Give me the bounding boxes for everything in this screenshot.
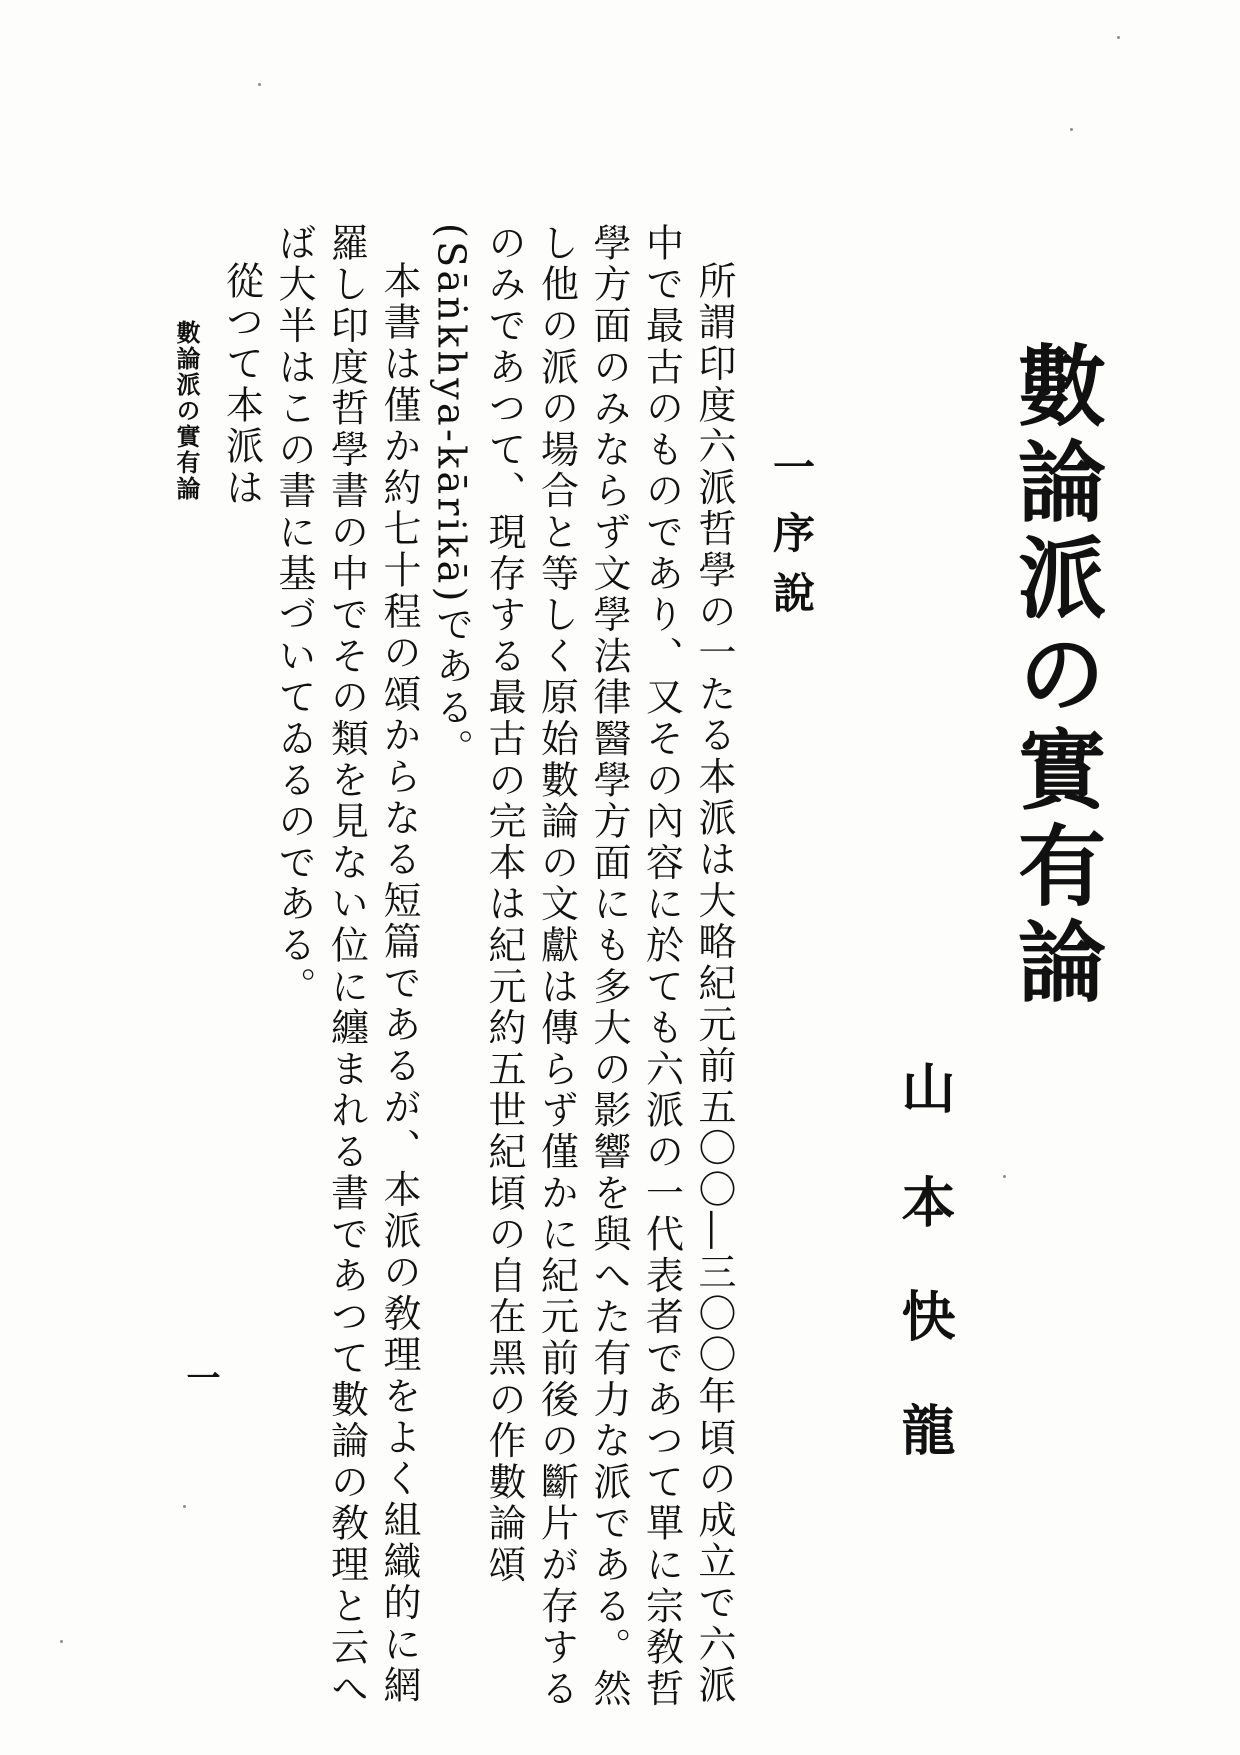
scan-speck [1003, 1175, 1006, 1178]
document-title: 數論派の實有論 [1004, 340, 1108, 1012]
section-heading [767, 445, 816, 631]
section-title: 序說 [767, 511, 816, 631]
body-paragraph: 所謂印度六派哲學の一たる本派は大略紀元前五〇〇―三〇〇年頃の成立で六派中で最古のものであり、又その內容に於ても六派の一代表者であつて單に宗敎哲學方面のみならず文學法律醫學方面にも多大の影響を與へた有力な派である。然し他の派の場合と等しく原始數論の文獻は傳らず僅かに紀元前後の斷片が存するのみであつて、現存する最古の完本は紀元約五世紀頃の自在黑の作數論頌(Sāṅkhya-kārikā)である。 [429, 223, 736, 1710]
body-paragraph: 從つて本派は [219, 261, 264, 509]
scan-speck [1070, 128, 1073, 131]
scan-speck [183, 1505, 186, 1508]
scan-speck [258, 83, 261, 86]
scan-speck [1117, 36, 1120, 39]
page-number: 一 [180, 1360, 220, 1394]
running-header: 數論派の實有論 [172, 320, 201, 502]
body-paragraph: 本書は僅か約七十程の頌からなる短篇であるが、本派の敎理をよく組織的に網羅し印度哲學書の中でその類を見ない位に纏まれる書であつて數論の敎理と云へば大半はこの書に基づいてゐるのである。 [272, 223, 421, 1710]
author-name: 山本快龍 [893, 1060, 957, 1516]
section-number: 一 [767, 445, 816, 511]
scan-speck [60, 1640, 63, 1643]
body-text [215, 223, 740, 1723]
